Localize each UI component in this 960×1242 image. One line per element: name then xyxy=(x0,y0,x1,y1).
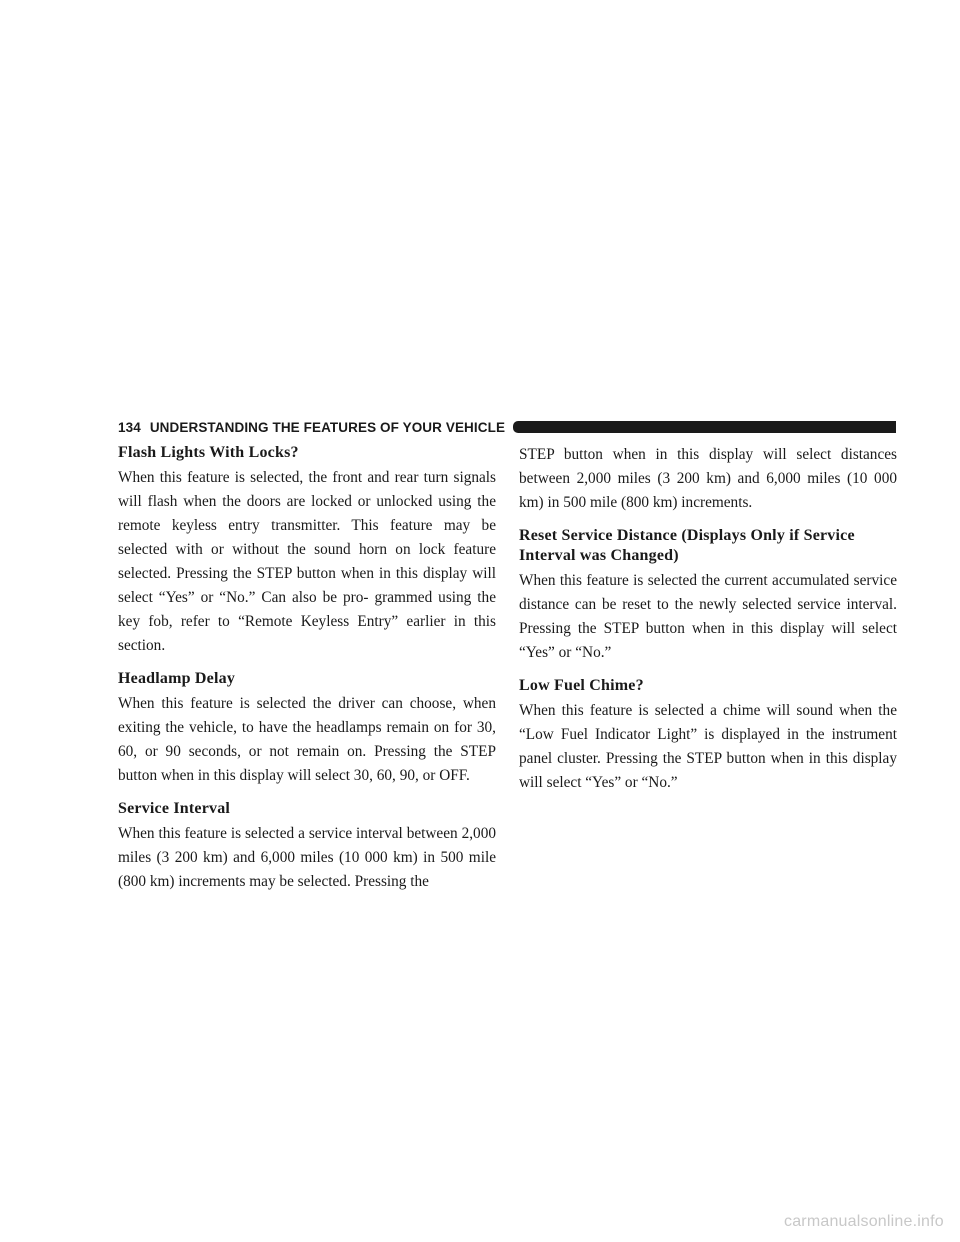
right-column xyxy=(519,443,897,806)
heading-headlamp-delay: Headlamp Delay xyxy=(118,670,236,687)
paragraph-flash-lights: When this feature is selected, the front and rear turn signals will flash when the doors are locked or unlocked using the remote keyless entry transmitter. This feature may be selected with or without the sound horn on lock feature selected. Pressing the STEP button when in this display will select “Yes” or “No.” Can also be pro- grammed using the key fob, refer to “Remote Keyless Entry” earlier in this section. xyxy=(118,469,496,654)
paragraph-service-interval: When this feature is selected a service interval between 2,000 miles (3 200 km) and 6,000 miles (10 000 km) in 500 mile (800 km) increments may be selected. Pressing the xyxy=(118,825,496,890)
footer-watermark: carmanualsonline.info xyxy=(784,1213,944,1230)
header-bar xyxy=(513,421,896,433)
page-number: 134 xyxy=(118,419,141,435)
section-title: UNDERSTANDING THE FEATURES OF YOUR VEHICLE xyxy=(149,419,506,435)
heading-reset-service-distance: Reset Service Distance (Displays Only if Service Interval was Changed) xyxy=(519,527,855,564)
heading-flash-lights: Flash Lights With Locks? xyxy=(118,444,299,461)
heading-service-interval: Service Interval xyxy=(118,800,231,817)
paragraph-low-fuel-chime: When this feature is selected a chime will sound when the “Low Fuel Indicator Light” is displayed in the instrument panel cluster. Pressing the STEP button when in this display will select “Yes” or “No.” xyxy=(519,702,897,791)
paragraph-reset-service-distance: When this feature is selected the current accumulated service distance can be reset to the newly selected service interval. Pressing the STEP button when in this display will select “Yes” or “No.” xyxy=(519,572,897,661)
left-column xyxy=(118,443,496,905)
paragraph-service-interval-continued: STEP button when in this display will select distances between 2,000 miles (3 200 km) and 6,000 miles (10 000 km) in 500 mile (800 km) increments. xyxy=(519,446,897,511)
paragraph-headlamp-delay: When this feature is selected the driver can choose, when exiting the vehicle, to have the headlamps remain on for 30, 60, or 90 seconds, or not remain on. Pressing the STEP button when in this display will select 30, 60, 90, or OFF. xyxy=(118,695,496,784)
heading-low-fuel-chime: Low Fuel Chime? xyxy=(519,677,644,694)
page-header xyxy=(118,419,896,435)
